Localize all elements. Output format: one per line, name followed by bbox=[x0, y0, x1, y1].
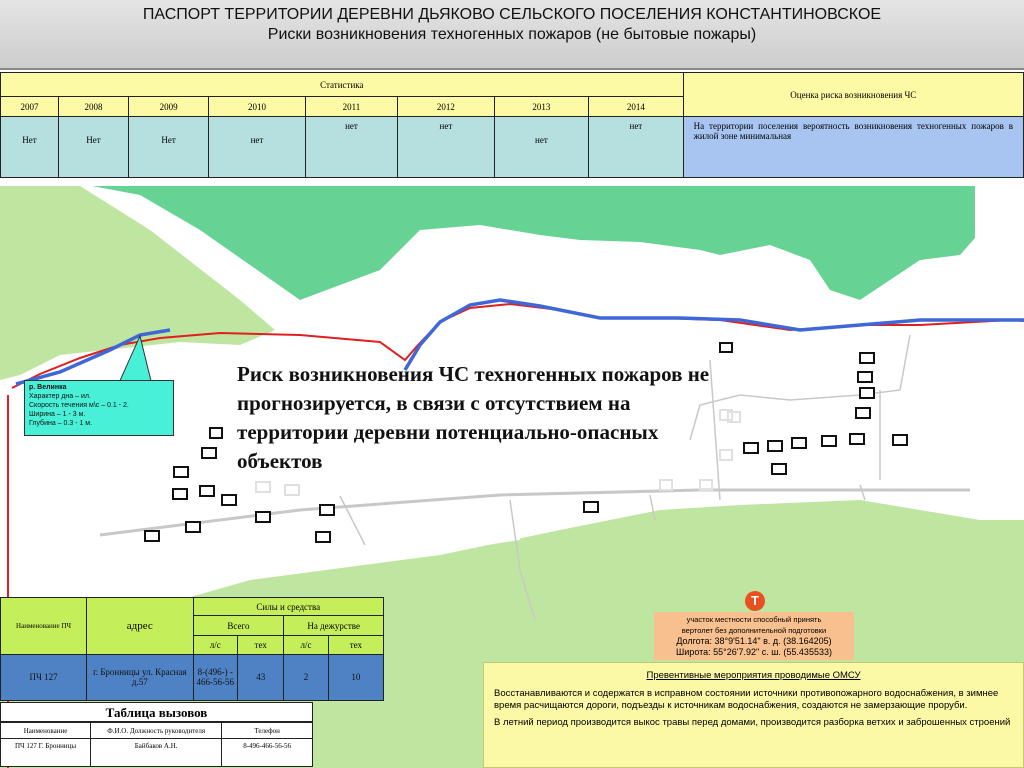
year-cell: 2010 bbox=[209, 97, 306, 117]
calls-header-phone: Телефон bbox=[222, 723, 313, 739]
year-cell: 2008 bbox=[58, 97, 128, 117]
preventive-measures-summer: В летний период производится выкос травы перед домами, производится разборка ветхих и заброшенных строений bbox=[494, 717, 1011, 728]
river-bottom: Характер дна – ил. bbox=[29, 393, 91, 400]
value-cell: нет bbox=[494, 117, 588, 178]
forces-total-ls: л/с bbox=[193, 636, 238, 654]
year-cell: 2012 bbox=[398, 97, 495, 117]
value-cell: нет bbox=[398, 117, 495, 178]
value-cell: Нет bbox=[1, 117, 59, 178]
year-cell: 2013 bbox=[494, 97, 588, 117]
forces-unit-name: ПЧ 127 bbox=[1, 654, 87, 700]
year-cell: 2011 bbox=[305, 97, 397, 117]
helipad-line1: участок местности способный принять bbox=[686, 615, 822, 624]
helipad-info bbox=[654, 612, 854, 660]
assessment-header: Оценка риска возникновения ЧС bbox=[683, 73, 1023, 117]
assessment-text: На территории поселения вероятность возникновения техногенных пожаров в жилой зоне минимальная bbox=[683, 117, 1023, 178]
page-title: ПАСПОРТ ТЕРРИТОРИИ ДЕРЕВНИ ДЬЯКОВО СЕЛЬСКОГО ПОСЕЛЕНИЯ КОНСТАНТИНОВСКОЕ bbox=[142, 6, 882, 23]
forces-duty-tech-value: 10 bbox=[328, 654, 383, 700]
forces-total-ls-value: 43 bbox=[238, 654, 284, 700]
statistics-header: Статистика bbox=[1, 73, 684, 97]
page-subtitle: Риски возникновения техногенных пожаров (не бытовые пожары) bbox=[267, 26, 757, 43]
river-width: Ширина – 1 - 3 м. bbox=[29, 411, 86, 418]
preventive-measures-title: Превентивные мероприятия проводимые ОМСУ bbox=[646, 670, 861, 681]
calls-row-chief: Байбаков А.Н. bbox=[91, 739, 222, 767]
value-cell: нет bbox=[589, 117, 683, 178]
river-name: р. Велинка bbox=[29, 384, 67, 391]
forces-total-header: Всего bbox=[193, 616, 284, 636]
forces-col-address: адрес bbox=[87, 598, 194, 655]
river-info-callout bbox=[24, 380, 174, 436]
forces-col-name: Наименование ПЧ bbox=[1, 598, 87, 655]
year-cell: 2009 bbox=[128, 97, 208, 117]
forces-duty-tech: тех bbox=[328, 636, 383, 654]
forces-group-header: Силы и средства bbox=[193, 598, 383, 616]
year-cell: 2014 bbox=[589, 97, 683, 117]
helipad-latitude: Широта: 55°26'7.92" с. ш. (55.435533) bbox=[676, 647, 832, 657]
calls-table bbox=[0, 722, 313, 767]
forces-duty-header: На дежурстве bbox=[284, 616, 384, 636]
helipad-icon: Т bbox=[745, 591, 765, 611]
helipad-longitude: Долгота: 38°9'51.14" в. д. (38.164205) bbox=[676, 636, 832, 646]
forces-table bbox=[0, 597, 384, 701]
page-header bbox=[0, 0, 1024, 70]
preventive-measures-panel bbox=[483, 662, 1024, 768]
calls-row-phone: 8-496-466-56-56 bbox=[222, 739, 313, 767]
forces-unit-phone: 8-(496-) - 466-56-56 bbox=[193, 654, 238, 700]
helipad-line2: вертолет без дополнительной подготовки bbox=[681, 626, 827, 635]
value-cell: Нет bbox=[128, 117, 208, 178]
forces-total-tech: тех bbox=[238, 636, 284, 654]
statistics-table bbox=[0, 72, 1024, 178]
forces-duty-ls-value: 2 bbox=[284, 654, 328, 700]
preventive-measures-winter: Восстанавливаются и содержатся в исправном состоянии источники противопожарного водоснабжения, в зимнее время расчищаются дороги, подъезды к источникам водоснабжения, создаются не замерзающие проруби. bbox=[494, 688, 999, 711]
value-cell: нет bbox=[209, 117, 306, 178]
forces-unit-address: г. Бронницы ул. Красная д.57 bbox=[87, 654, 194, 700]
river-depth: Глубина – 0.3 - 1 м. bbox=[29, 420, 93, 427]
risk-statement: Риск возникновения ЧС техногенных пожаров не прогнозируется, в связи с отсутствием на территории деревни потенциально-опасных объектов bbox=[237, 362, 710, 473]
value-cell: Нет bbox=[58, 117, 128, 178]
calls-header-chief: Ф.И.О. Должность руководителя bbox=[91, 723, 222, 739]
value-cell: нет bbox=[305, 117, 397, 178]
forces-duty-ls: л/с bbox=[284, 636, 328, 654]
calls-table-title: Таблица вызовов bbox=[0, 702, 313, 722]
year-cell: 2007 bbox=[1, 97, 59, 117]
river-speed: Скорость течения м\с – 0.1 - 2. bbox=[29, 402, 129, 409]
calls-header-name: Наименование bbox=[1, 723, 91, 739]
calls-row-name: ПЧ 127 Г. Бронницы bbox=[1, 739, 91, 767]
